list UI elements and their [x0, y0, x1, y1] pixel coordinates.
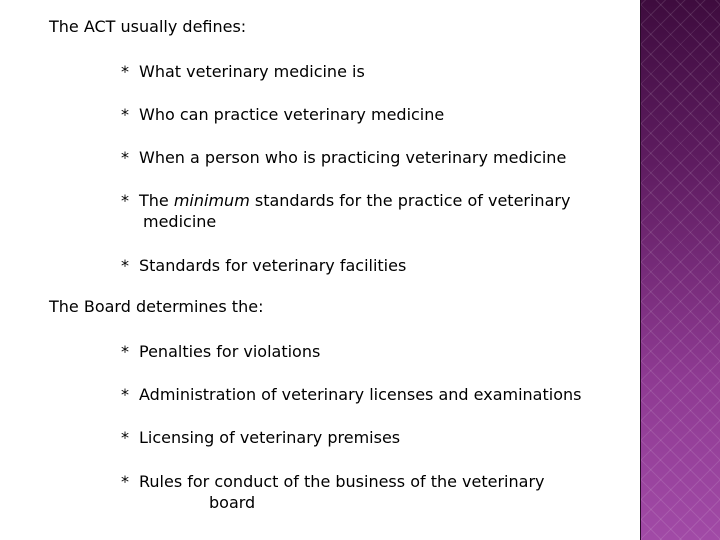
board-bullet-premises	[121, 427, 400, 448]
bullet-marker: *	[121, 148, 129, 167]
bullet-marker: *	[121, 191, 129, 210]
bullet-text: Standards for veterinary facilities	[139, 256, 407, 275]
bullet-marker: *	[121, 256, 129, 275]
bullet-continuation: medicine	[143, 212, 217, 231]
bullet-text: Licensing of veterinary premises	[139, 428, 401, 447]
bullet-text: What veterinary medicine is	[139, 62, 365, 81]
act-bullet-when-practicing	[121, 147, 566, 168]
decorative-side-panel	[641, 0, 720, 540]
bullet-marker: *	[121, 385, 129, 404]
bullet-marker: *	[121, 342, 129, 361]
emphasis-text: minimum	[173, 191, 250, 210]
bullet-text: The	[139, 191, 174, 210]
act-bullet-what-medicine-is	[121, 61, 365, 82]
act-heading: The ACT usually defines:	[49, 17, 247, 36]
act-bullet-who-can-practice	[121, 104, 444, 125]
act-bullet-facility-standards	[121, 255, 406, 276]
bullet-text: Penalties for violations	[139, 342, 321, 361]
bullet-marker: *	[121, 62, 129, 81]
bullet-text-tail: standards for the practice of veterinary	[249, 191, 571, 210]
bullet-marker: *	[121, 428, 129, 447]
bullet-text: Administration of veterinary licenses and examinations	[139, 385, 582, 404]
board-bullet-penalties	[121, 341, 320, 362]
bullet-continuation: board	[209, 493, 256, 512]
bullet-text: When a person who is practicing veterinary medicine	[139, 148, 567, 167]
board-bullet-administration	[121, 384, 581, 405]
bullet-text: Rules for conduct of the business of the veterinary	[139, 472, 545, 491]
bullet-marker: *	[121, 105, 129, 124]
board-heading: The Board determines the:	[49, 297, 264, 316]
bullet-text: Who can practice veterinary medicine	[139, 105, 445, 124]
act-bullet-minimum-standards	[121, 190, 570, 232]
board-bullet-rules-of-conduct	[121, 471, 544, 513]
bullet-marker: *	[121, 472, 129, 491]
